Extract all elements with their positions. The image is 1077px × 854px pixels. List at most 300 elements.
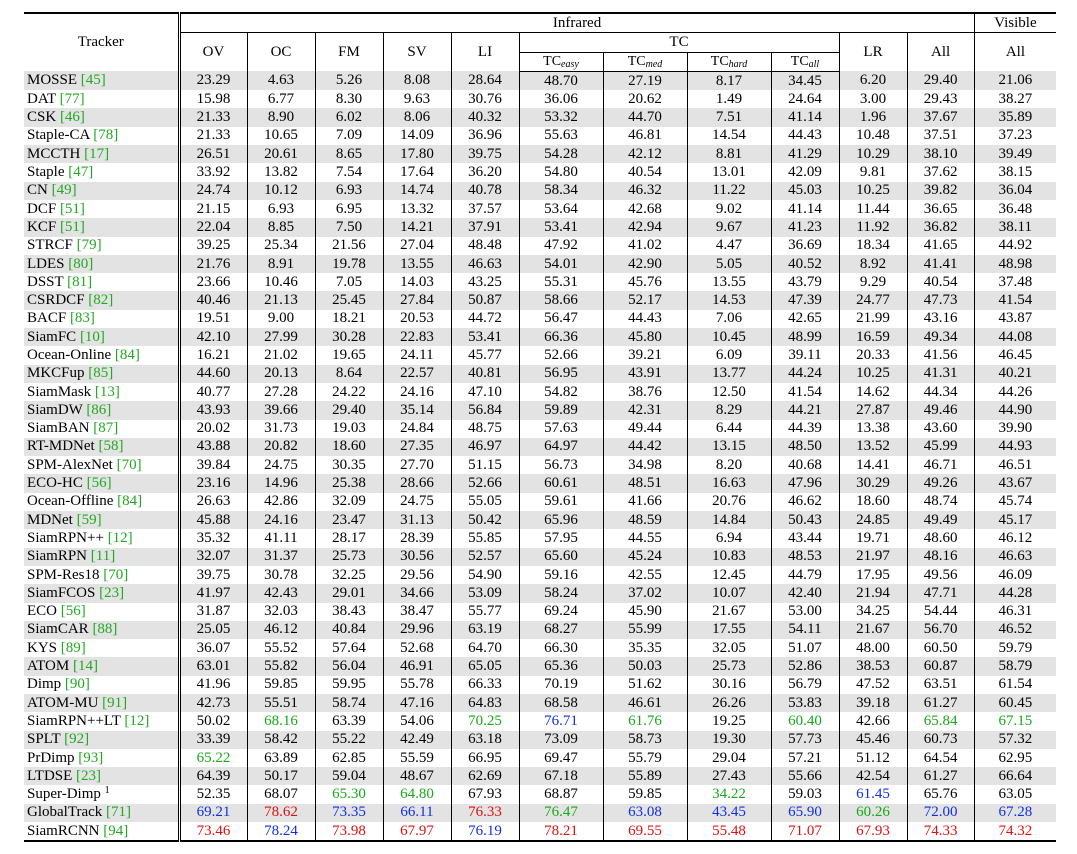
table-row	[24, 694, 1056, 712]
tracker-name: Ocean-Offline	[27, 493, 114, 510]
score-cell: 25.38	[315, 474, 383, 492]
tracker-name-cell	[24, 639, 179, 657]
score-cell: 47.10	[451, 383, 519, 401]
score-cell: 66.30	[519, 639, 603, 657]
score-cell: 57.21	[771, 749, 839, 767]
score-cell: 11.22	[687, 182, 771, 200]
score-cell: 48.48	[451, 237, 519, 255]
score-cell: 39.82	[907, 182, 974, 200]
score-cell: 54.28	[519, 145, 603, 163]
score-cell: 76.33	[451, 804, 519, 822]
fm-column-header: FM	[315, 33, 383, 72]
tracker-name-cell	[24, 218, 179, 236]
sv-column-header: SV	[383, 33, 451, 72]
tracker-name-cell	[24, 401, 179, 419]
score-cell: 10.83	[687, 548, 771, 566]
tracker-name: RT-MDNet	[27, 438, 95, 455]
score-cell: 25.73	[687, 657, 771, 675]
score-cell: 46.63	[451, 255, 519, 273]
score-cell: 60.87	[907, 657, 974, 675]
score-cell: 44.55	[603, 529, 687, 547]
score-cell: 6.02	[315, 108, 383, 126]
score-cell: 68.07	[247, 785, 315, 803]
score-cell: 42.73	[179, 694, 247, 712]
score-cell: 36.96	[451, 127, 519, 145]
tracker-name: CN	[27, 182, 48, 199]
score-cell: 68.87	[519, 785, 603, 803]
score-cell: 49.26	[907, 474, 974, 492]
score-cell: 38.76	[603, 383, 687, 401]
score-cell: 33.39	[179, 731, 247, 749]
score-cell: 46.97	[451, 438, 519, 456]
score-cell: 69.55	[603, 822, 687, 841]
score-cell: 39.18	[839, 694, 907, 712]
score-cell: 51.07	[771, 639, 839, 657]
table-row	[24, 438, 1056, 456]
score-cell: 58.66	[519, 291, 603, 309]
citation-ref: [81]	[67, 273, 93, 290]
tracker-name: Super-Dimp	[27, 786, 101, 803]
score-cell: 38.10	[907, 145, 974, 163]
score-cell: 48.53	[771, 548, 839, 566]
tracker-name: CSK	[27, 109, 57, 126]
score-cell: 43.67	[974, 474, 1056, 492]
score-cell: 21.56	[315, 237, 383, 255]
oc-column-header: OC	[247, 33, 315, 72]
table-row	[24, 420, 1056, 438]
table-row	[24, 90, 1056, 108]
score-cell: 48.98	[974, 255, 1056, 273]
score-cell: 37.57	[451, 200, 519, 218]
score-cell: 47.52	[839, 676, 907, 694]
score-cell: 40.68	[771, 456, 839, 474]
score-cell: 16.59	[839, 328, 907, 346]
score-cell: 41.65	[907, 237, 974, 255]
score-cell: 55.52	[247, 639, 315, 657]
score-cell: 14.84	[687, 511, 771, 529]
score-cell: 45.88	[179, 511, 247, 529]
score-cell: 44.39	[771, 420, 839, 438]
score-cell: 67.15	[974, 712, 1056, 730]
score-cell: 40.54	[907, 273, 974, 291]
citation-ref: [70]	[103, 566, 129, 583]
score-cell: 19.51	[196, 310, 231, 327]
score-cell: 24.75	[247, 456, 315, 474]
score-cell: 19.71	[839, 529, 907, 547]
score-cell: 8.17	[687, 71, 771, 90]
score-cell: 51.62	[603, 676, 687, 694]
score-cell: 36.48	[974, 200, 1056, 218]
score-cell: 41.29	[771, 145, 839, 163]
score-cell: 42.40	[771, 584, 839, 602]
score-cell: 61.54	[974, 676, 1056, 694]
score-cell: 67.93	[839, 822, 907, 841]
score-cell: 14.96	[247, 474, 315, 492]
score-cell: 53.09	[451, 584, 519, 602]
score-cell: 32.03	[247, 603, 315, 621]
tracker-name-cell	[24, 804, 179, 822]
score-cell: 64.39	[179, 767, 247, 785]
score-cell: 7.51	[687, 108, 771, 126]
tracker-name-cell	[24, 71, 179, 90]
score-cell: 50.43	[771, 511, 839, 529]
score-cell: 24.16	[383, 383, 451, 401]
table-row	[24, 108, 1056, 126]
score-cell: 37.02	[603, 584, 687, 602]
table-row	[24, 548, 1056, 566]
score-cell: 4.63	[247, 71, 315, 90]
score-cell: 8.30	[315, 90, 383, 108]
score-cell: 76.19	[451, 822, 519, 841]
table-row	[24, 291, 1056, 309]
tracker-name-cell	[24, 767, 179, 785]
score-cell: 27.43	[687, 767, 771, 785]
ov-column-header: OV	[179, 33, 247, 72]
citation-ref: [46]	[59, 109, 85, 126]
footnote-marker: 1	[104, 785, 110, 797]
score-cell: 17.80	[383, 145, 451, 163]
table-row	[24, 163, 1056, 181]
score-cell: 14.09	[383, 127, 451, 145]
score-cell: 14.41	[839, 456, 907, 474]
score-cell: 16.63	[687, 474, 771, 492]
score-cell: 41.54	[974, 291, 1056, 309]
score-cell: 29.40	[907, 71, 974, 90]
score-cell: 32.07	[179, 548, 247, 566]
score-cell: 19.03	[315, 420, 383, 438]
score-cell: 48.16	[907, 548, 974, 566]
score-cell: 44.43	[603, 310, 687, 328]
citation-ref: [86]	[86, 401, 112, 418]
score-cell: 53.64	[519, 200, 603, 218]
score-cell: 8.06	[383, 108, 451, 126]
score-cell: 56.04	[315, 657, 383, 675]
score-cell: 60.73	[907, 731, 974, 749]
score-cell: 6.93	[315, 182, 383, 200]
table-row	[24, 822, 1056, 841]
tracker-name-cell	[24, 785, 179, 803]
score-cell: 46.52	[974, 621, 1056, 639]
tracker-name: STRCF	[27, 237, 73, 254]
score-cell: 13.38	[839, 420, 907, 438]
citation-ref: [83]	[69, 310, 95, 327]
score-cell: 36.04	[974, 182, 1056, 200]
score-cell: 13.32	[383, 200, 451, 218]
table-row	[24, 218, 1056, 236]
table-row	[24, 712, 1056, 730]
score-cell: 44.70	[603, 108, 687, 126]
table-row	[24, 804, 1056, 822]
score-cell: 56.95	[519, 365, 603, 383]
score-cell: 34.22	[687, 785, 771, 803]
score-cell: 42.12	[603, 145, 687, 163]
score-cell: 58.73	[603, 731, 687, 749]
score-cell: 20.33	[839, 346, 907, 364]
tracker-name-cell	[24, 328, 179, 346]
score-cell: 48.70	[519, 71, 603, 90]
score-cell: 46.71	[907, 456, 974, 474]
score-cell: 52.68	[383, 639, 451, 657]
score-cell: 25.34	[247, 237, 315, 255]
score-cell: 45.03	[771, 182, 839, 200]
score-cell: 54.11	[771, 621, 839, 639]
score-cell: 21.33	[179, 108, 247, 126]
tc-easy-subscript: easy	[561, 59, 579, 71]
score-cell: 42.90	[603, 255, 687, 273]
table-row	[24, 71, 1056, 90]
score-cell: 31.87	[196, 603, 231, 620]
score-cell: 14.03	[383, 273, 451, 291]
tracker-name-cell	[24, 310, 179, 328]
score-cell: 43.45	[687, 804, 771, 822]
tracker-name: SiamMask	[27, 383, 92, 400]
score-cell: 55.78	[383, 676, 451, 694]
score-cell: 29.96	[383, 621, 451, 639]
citation-ref: [56]	[60, 603, 86, 620]
score-cell: 18.60	[839, 493, 907, 511]
score-cell: 24.11	[383, 346, 451, 364]
tracker-name: SiamDW	[27, 401, 83, 418]
score-cell: 55.66	[771, 767, 839, 785]
table-row	[24, 493, 1056, 511]
score-cell: 67.18	[519, 767, 603, 785]
score-cell: 46.62	[771, 493, 839, 511]
citation-ref: [56]	[86, 475, 112, 492]
score-cell: 42.68	[603, 200, 687, 218]
citation-ref: [59]	[76, 511, 102, 528]
tracker-name-cell	[24, 584, 179, 602]
score-cell: 14.53	[687, 291, 771, 309]
score-cell: 50.87	[451, 291, 519, 309]
citation-ref: [71]	[106, 804, 132, 821]
score-cell: 59.04	[315, 767, 383, 785]
score-cell: 8.92	[839, 255, 907, 273]
score-cell: 68.27	[519, 621, 603, 639]
score-cell: 27.87	[839, 401, 907, 419]
score-cell: 7.05	[315, 273, 383, 291]
citation-ref: [58]	[98, 438, 124, 455]
score-cell: 57.95	[519, 529, 603, 547]
score-cell: 7.06	[687, 310, 771, 328]
score-cell: 38.43	[315, 603, 383, 621]
table-row	[24, 511, 1056, 529]
score-cell: 64.97	[519, 438, 603, 456]
table-row	[24, 145, 1056, 163]
score-cell: 33.92	[196, 164, 231, 181]
score-cell: 35.14	[383, 401, 451, 419]
score-cell: 52.57	[451, 548, 519, 566]
tracker-name-cell	[24, 529, 179, 547]
score-cell: 29.40	[315, 401, 383, 419]
score-cell: 18.60	[315, 438, 383, 456]
score-cell: 58.34	[519, 182, 603, 200]
score-cell: 16.21	[196, 346, 231, 363]
score-cell: 10.65	[247, 127, 315, 145]
tracker-name: DSST	[27, 273, 64, 290]
score-cell: 48.50	[771, 438, 839, 456]
tracker-name: LTDSE	[27, 767, 73, 784]
tc-med-column-header	[603, 52, 687, 71]
score-cell: 41.31	[907, 365, 974, 383]
score-cell: 48.99	[771, 328, 839, 346]
score-cell: 52.35	[196, 786, 231, 803]
score-cell: 39.25	[196, 237, 231, 254]
score-cell: 19.25	[687, 712, 771, 730]
score-cell: 49.34	[907, 328, 974, 346]
tracker-name-cell	[24, 511, 179, 529]
score-cell: 50.02	[196, 712, 231, 729]
score-cell: 29.04	[687, 749, 771, 767]
citation-ref: [85]	[88, 365, 114, 382]
score-cell: 6.20	[839, 71, 907, 90]
score-cell: 66.33	[451, 676, 519, 694]
citation-ref: [93]	[78, 749, 104, 766]
citation-ref: [47]	[68, 164, 94, 181]
tracker-name-cell	[24, 365, 179, 383]
score-cell: 63.05	[974, 785, 1056, 803]
score-cell: 6.94	[687, 529, 771, 547]
score-cell: 8.65	[315, 145, 383, 163]
tracker-name-cell	[24, 127, 179, 145]
score-cell: 64.54	[907, 749, 974, 767]
score-cell: 31.13	[383, 511, 451, 529]
score-cell: 21.33	[196, 127, 231, 144]
score-cell: 10.25	[839, 182, 907, 200]
score-cell: 24.64	[771, 90, 839, 108]
score-cell: 38.53	[839, 657, 907, 675]
score-cell: 24.77	[839, 291, 907, 309]
score-cell: 45.99	[907, 438, 974, 456]
citation-ref: [88]	[92, 621, 118, 638]
tracker-name-cell	[24, 200, 179, 218]
score-cell: 53.83	[771, 694, 839, 712]
score-cell: 39.21	[603, 346, 687, 364]
score-cell: 45.17	[974, 511, 1056, 529]
score-cell: 10.12	[247, 182, 315, 200]
citation-ref: [45]	[80, 72, 106, 89]
tracker-name-cell	[24, 108, 179, 126]
score-cell: 47.96	[771, 474, 839, 492]
score-cell: 51.12	[839, 749, 907, 767]
score-cell: 46.09	[974, 566, 1056, 584]
tracker-name: KCF	[27, 218, 57, 235]
score-cell: 48.60	[907, 529, 974, 547]
score-cell: 49.44	[603, 420, 687, 438]
score-cell: 41.11	[247, 529, 315, 547]
score-cell: 55.05	[451, 493, 519, 511]
tc-all-subscript: all	[808, 59, 820, 71]
citation-ref: [13]	[94, 383, 120, 400]
score-cell: 10.25	[839, 365, 907, 383]
table-row	[24, 785, 1056, 803]
score-cell: 41.97	[179, 584, 247, 602]
score-cell: 59.85	[603, 785, 687, 803]
score-cell: 59.03	[771, 785, 839, 803]
score-cell: 78.62	[247, 804, 315, 822]
score-cell: 23.66	[196, 273, 231, 290]
score-cell: 9.00	[247, 310, 315, 328]
score-cell: 40.84	[315, 621, 383, 639]
score-cell: 67.97	[383, 822, 451, 841]
score-cell: 40.81	[451, 365, 519, 383]
tracker-name: ECO-HC	[27, 475, 83, 492]
score-cell: 65.84	[907, 712, 974, 730]
score-cell: 44.28	[974, 584, 1056, 602]
score-cell: 47.16	[383, 694, 451, 712]
score-cell: 65.30	[315, 785, 383, 803]
visible-group-header: Visible	[974, 13, 1056, 33]
citation-ref: [94]	[103, 822, 129, 839]
score-cell: 27.99	[247, 328, 315, 346]
score-cell: 42.54	[839, 767, 907, 785]
score-cell: 78.21	[519, 822, 603, 841]
tracker-name: Staple	[27, 164, 65, 181]
tracker-name: PrDimp	[27, 749, 75, 766]
score-cell: 65.36	[519, 657, 603, 675]
score-cell: 64.70	[451, 639, 519, 657]
score-cell: 68.16	[247, 712, 315, 730]
score-cell: 36.06	[519, 90, 603, 108]
score-cell: 70.25	[451, 712, 519, 730]
score-cell: 60.50	[907, 639, 974, 657]
tracker-name-cell	[24, 182, 179, 200]
tracker-name-cell	[24, 657, 179, 675]
score-cell: 1.49	[687, 90, 771, 108]
score-cell: 38.47	[383, 603, 451, 621]
score-cell: 8.29	[687, 401, 771, 419]
table-row	[24, 529, 1056, 547]
score-cell: 41.14	[771, 108, 839, 126]
table-row	[24, 346, 1056, 364]
score-cell: 38.15	[974, 163, 1056, 181]
score-cell: 63.51	[907, 676, 974, 694]
score-cell: 24.22	[315, 383, 383, 401]
score-cell: 10.29	[839, 145, 907, 163]
citation-ref: [12]	[107, 529, 133, 546]
tracker-name: MKCFup	[27, 365, 85, 382]
score-cell: 50.17	[247, 767, 315, 785]
score-cell: 39.84	[196, 456, 231, 473]
score-cell: 63.19	[451, 621, 519, 639]
score-cell: 44.24	[771, 365, 839, 383]
score-cell: 56.84	[451, 401, 519, 419]
tracker-name-cell	[24, 566, 179, 584]
score-cell: 28.17	[315, 529, 383, 547]
score-cell: 42.86	[247, 493, 315, 511]
score-cell: 26.26	[687, 694, 771, 712]
score-cell: 37.62	[907, 163, 974, 181]
tracker-name: ATOM-MU	[27, 694, 99, 711]
score-cell: 59.16	[519, 566, 603, 584]
score-cell: 10.46	[247, 273, 315, 291]
score-cell: 61.76	[603, 712, 687, 730]
tracker-name-cell	[24, 438, 179, 456]
infrared-group-header: Infrared	[179, 13, 974, 33]
score-cell: 20.02	[196, 420, 231, 437]
score-cell: 62.95	[974, 749, 1056, 767]
score-cell: 46.45	[974, 346, 1056, 364]
tracker-name: KYS	[27, 639, 58, 656]
score-cell: 45.24	[603, 548, 687, 566]
table-row	[24, 676, 1056, 694]
citation-ref: [17]	[84, 145, 110, 162]
score-cell: 7.09	[315, 127, 383, 145]
score-cell: 35.35	[603, 639, 687, 657]
score-cell: 36.20	[451, 163, 519, 181]
citation-ref: [78]	[93, 127, 119, 144]
score-cell: 34.98	[603, 456, 687, 474]
score-cell: 13.55	[383, 255, 451, 273]
